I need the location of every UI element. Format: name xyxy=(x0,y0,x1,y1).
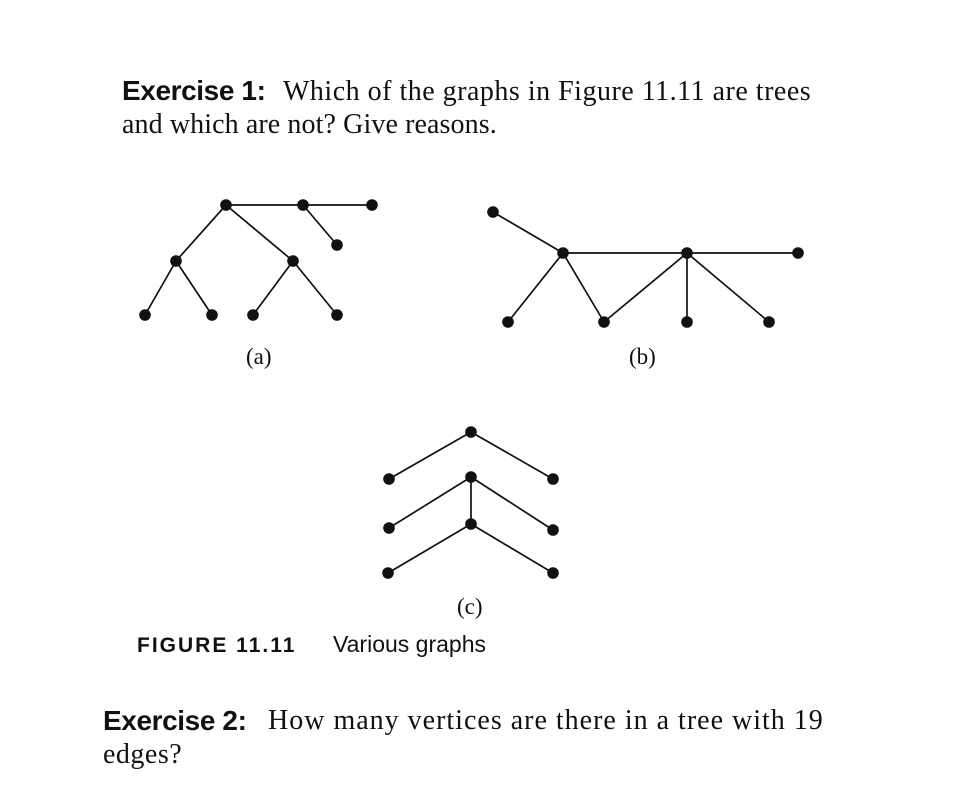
graph-c-edge xyxy=(389,477,471,528)
graph-b-edge xyxy=(563,253,604,322)
graph-c-edge xyxy=(388,524,471,573)
graph-c-edge xyxy=(389,432,471,479)
graph-a-vertex xyxy=(247,309,259,321)
graph-c-edge xyxy=(471,432,553,479)
graph-a-vertex xyxy=(170,255,182,267)
graph-c xyxy=(382,426,559,579)
graph-b-edge xyxy=(493,212,563,253)
graph-b-vertex xyxy=(792,247,804,259)
graph-b-edge xyxy=(604,253,687,322)
graph-c-vertex xyxy=(383,522,395,534)
graph-a-vertex xyxy=(139,309,151,321)
graph-c-vertex xyxy=(465,471,477,483)
figure-panel-b-label: (b) xyxy=(629,344,656,369)
graph-a-edge xyxy=(145,261,176,315)
graph-c-vertex xyxy=(547,473,559,485)
graph-a-edge xyxy=(293,261,337,315)
graph-c-vertex xyxy=(383,473,395,485)
exercise-1-label: Exercise 1: xyxy=(122,75,266,106)
figure-number: FIGURE 11.11 xyxy=(137,634,297,657)
graph-b-vertex xyxy=(598,316,610,328)
graph-a-edge xyxy=(226,205,293,261)
graph-a-edge xyxy=(303,205,337,245)
graph-a-vertex xyxy=(297,199,309,211)
exercise-1-text-line-1: Which of the graphs in Figure 11.11 are trees xyxy=(283,76,812,107)
graph-a-vertex xyxy=(220,199,232,211)
graph-a-edge xyxy=(176,261,212,315)
exercise-2-label: Exercise 2: xyxy=(103,705,247,736)
exercise-2-text-line-1: How many vertices are there in a tree with 19 xyxy=(268,705,824,736)
graph-c-vertex xyxy=(465,518,477,530)
graph-b-vertex xyxy=(681,247,693,259)
graph-b xyxy=(487,206,804,328)
graph-a xyxy=(139,199,378,321)
graph-a-vertex xyxy=(366,199,378,211)
graph-b-edge xyxy=(508,253,563,322)
graph-b-vertex xyxy=(487,206,499,218)
graph-b-vertex xyxy=(763,316,775,328)
graph-a-vertex xyxy=(206,309,218,321)
figure-panel-a-label: (a) xyxy=(246,344,272,369)
graph-c-vertex xyxy=(547,524,559,536)
graph-c-edge xyxy=(471,524,553,573)
figure-caption: Various graphs xyxy=(333,631,486,657)
graph-c-vertex xyxy=(547,567,559,579)
graph-c-edge xyxy=(471,477,553,530)
graph-a-vertex xyxy=(331,239,343,251)
graph-a-vertex xyxy=(287,255,299,267)
graph-a-vertex xyxy=(331,309,343,321)
graph-c-vertex xyxy=(382,567,394,579)
graph-b-vertex xyxy=(681,316,693,328)
exercise-2-text-line-2: edges? xyxy=(103,739,183,770)
graph-c-vertex xyxy=(465,426,477,438)
graph-b-edge xyxy=(687,253,769,322)
figure-panel-c-label: (c) xyxy=(457,594,483,619)
graph-b-vertex xyxy=(557,247,569,259)
exercise-1-text-line-2: and which are not? Give reasons. xyxy=(122,109,497,140)
graph-b-vertex xyxy=(502,316,514,328)
graph-a-edge xyxy=(253,261,293,315)
graph-a-edge xyxy=(176,205,226,261)
